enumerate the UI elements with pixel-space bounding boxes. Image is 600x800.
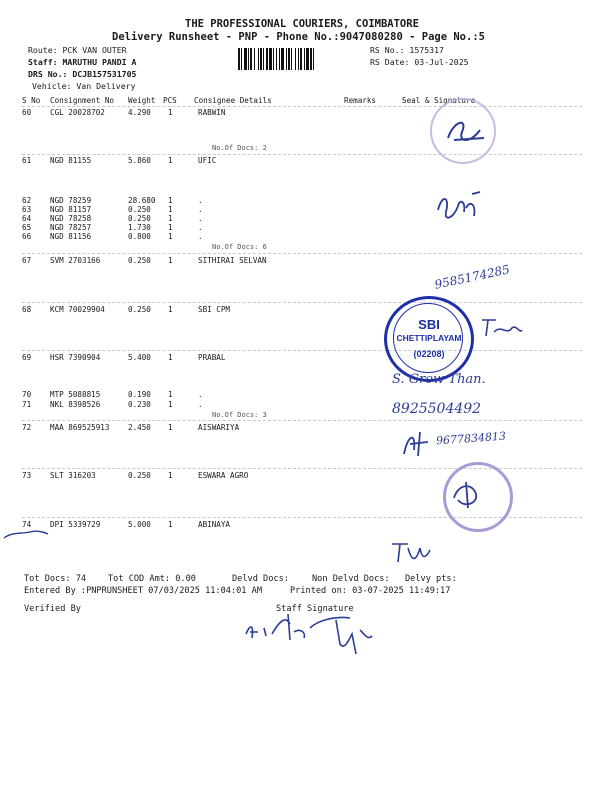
- row-weight: 5.000: [128, 520, 151, 529]
- row-consignment-no: SLT 316203: [50, 471, 96, 480]
- row-consignee: PRABAL: [198, 353, 226, 362]
- handwritten-phone: 9677834813: [435, 429, 507, 448]
- row-consignee: AISWARIYA: [198, 423, 240, 432]
- company-title: THE PROFESSIONAL COURIERS, COIMBATORE: [185, 18, 419, 30]
- staff-signature-label: Staff Signature: [276, 604, 354, 614]
- staff-signature: [240, 610, 400, 656]
- row-consignee: SITHIRAI SELVAN: [198, 256, 267, 265]
- row-consignee: .: [198, 400, 203, 409]
- row-pcs: 1: [168, 223, 173, 232]
- row-pcs: 1: [168, 390, 173, 399]
- separator: [22, 420, 582, 421]
- total-cod-amount: Tot COD Amt: 0.00: [108, 574, 196, 584]
- row-consignment-no: CGL 20028702: [50, 108, 105, 117]
- row-consignee: .: [198, 196, 203, 205]
- staff-label: Staff: MARUTHU PANDI A: [28, 57, 137, 67]
- row-consignment-no: HSR 7390904: [50, 353, 101, 362]
- row-sno: 65: [22, 223, 32, 232]
- handwritten-name: S. Grow Than.: [392, 372, 486, 387]
- group-docs-count: No.Of Docs: 2: [212, 144, 267, 152]
- handwritten-phone: 8925504492: [392, 401, 482, 417]
- row-consignee: .: [198, 223, 203, 232]
- row-consignment-no: NGD 78257: [50, 223, 92, 232]
- row-weight: 0.190: [128, 390, 151, 399]
- row-weight: 4.290: [128, 108, 151, 117]
- total-docs: Tot Docs: 74: [24, 574, 87, 584]
- row-pcs: 1: [168, 108, 173, 117]
- vehicle-label: Vehicle: Van Delivery: [32, 81, 136, 91]
- group-docs-count: No.Of Docs: 3: [212, 411, 267, 419]
- barcode: [238, 48, 363, 70]
- row-sno: 74: [22, 520, 32, 529]
- bank-stamp: [384, 296, 474, 382]
- row-consignee: .: [198, 205, 203, 214]
- row-pcs: 1: [168, 423, 173, 432]
- row-pcs: 1: [168, 305, 173, 314]
- row-consignment-no: NGD 81155: [50, 156, 92, 165]
- verified-by: Verified By: [24, 604, 81, 614]
- signature-scribble: [432, 188, 484, 228]
- row-weight: 0.230: [128, 400, 151, 409]
- separator: [22, 350, 582, 351]
- handwritten-phone: 9585174285: [433, 262, 511, 292]
- separator: [22, 106, 582, 107]
- printed-on: Printed on: 03-07-2025 11:49:17: [290, 586, 451, 596]
- separator: [22, 302, 582, 303]
- row-consignment-no: DPI 5339729: [50, 520, 101, 529]
- row-pcs: 1: [168, 214, 173, 223]
- row-weight: 0.250: [128, 471, 151, 480]
- row-consignment-no: NKL 8398526: [50, 400, 101, 409]
- row-consignment-no: MTP 5088815: [50, 390, 101, 399]
- rs-number: RS No.: 1575317: [370, 45, 444, 55]
- row-weight: 28.680: [128, 196, 156, 205]
- separator: [22, 253, 582, 254]
- row-consignment-no: NGD 81156: [50, 232, 92, 241]
- signature-scribble: [446, 476, 486, 512]
- row-consignee: .: [198, 214, 203, 223]
- stamp-code: (02208): [413, 349, 445, 359]
- row-sno: 60: [22, 108, 32, 117]
- row-sno: 63: [22, 205, 32, 214]
- non-delivered-docs: Non Delvd Docs:: [312, 574, 390, 584]
- signature-scribble: [476, 312, 526, 342]
- row-consignee: .: [198, 232, 203, 241]
- row-consignment-no: MAA 869525913: [50, 423, 110, 432]
- signature-scribble: [398, 428, 436, 460]
- row-weight: 5.860: [128, 156, 151, 165]
- row-weight: 2.450: [128, 423, 151, 432]
- row-sno: 62: [22, 196, 32, 205]
- col-pcs: PCS: [163, 96, 177, 105]
- row-consignee: UFIC: [198, 156, 217, 165]
- row-weight: 0.250: [128, 214, 151, 223]
- row-sno: 66: [22, 232, 32, 241]
- row-pcs: 1: [168, 196, 173, 205]
- stamp-bank-name: SBI: [418, 317, 440, 332]
- row-consignee: .: [198, 390, 203, 399]
- row-sno: 71: [22, 400, 32, 409]
- row-consignee: ESWARA AGRO: [198, 471, 249, 480]
- row-pcs: 1: [168, 232, 173, 241]
- row-consignee: RABWIN: [198, 108, 226, 117]
- row-consignee: SBI CPM: [198, 305, 231, 314]
- pen-mark: [0, 528, 50, 544]
- row-sno: 70: [22, 390, 32, 399]
- entered-by: Entered By :PNPRUNSHEET 07/03/2025 11:04:01 AM: [24, 586, 262, 596]
- row-consignment-no: NGD 78258: [50, 214, 92, 223]
- row-sno: 72: [22, 423, 32, 432]
- group-docs-count: No.Of Docs: 6: [212, 243, 267, 251]
- col-seal-signature: Seal & Signature: [402, 96, 476, 105]
- row-pcs: 1: [168, 400, 173, 409]
- row-weight: 0.250: [128, 205, 151, 214]
- route-label: Route: PCK VAN OUTER: [28, 45, 127, 55]
- row-pcs: 1: [168, 256, 173, 265]
- row-pcs: 1: [168, 353, 173, 362]
- row-consignment-no: NGD 78259: [50, 196, 92, 205]
- row-pcs: 1: [168, 520, 173, 529]
- row-sno: 73: [22, 471, 32, 480]
- col-remarks: Remarks: [344, 96, 377, 105]
- row-sno: 61: [22, 156, 32, 165]
- col-weight: Weight: [128, 96, 156, 105]
- row-weight: 1.730: [128, 223, 151, 232]
- col-sno: S No: [22, 96, 41, 105]
- row-weight: 0.800: [128, 232, 151, 241]
- barcode-bar: [314, 48, 316, 70]
- rs-date: RS Date: 03-Jul-2025: [370, 57, 469, 67]
- row-sno: 67: [22, 256, 32, 265]
- row-consignment-no: KCM 70029904: [50, 305, 105, 314]
- row-sno: 68: [22, 305, 32, 314]
- row-pcs: 1: [168, 471, 173, 480]
- delivery-points: Delvy pts:: [405, 574, 457, 584]
- separator: [22, 154, 582, 155]
- signature-scribble: [386, 536, 438, 566]
- drs-number: DRS No.: DCJB157531705: [28, 69, 137, 79]
- row-pcs: 1: [168, 205, 173, 214]
- row-weight: 5.400: [128, 353, 151, 362]
- row-sno: 64: [22, 214, 32, 223]
- row-consignee: ABINAYA: [198, 520, 231, 529]
- row-consignment-no: NGD 81157: [50, 205, 92, 214]
- col-consignee: Consignee Details: [194, 96, 272, 105]
- runsheet-subtitle: Delivery Runsheet - PNP - Phone No.:9047080280 - Page No.:5: [112, 31, 485, 43]
- delivered-docs: Delvd Docs:: [232, 574, 289, 584]
- row-weight: 0.250: [128, 256, 151, 265]
- col-consignment: Consignment No: [50, 96, 115, 105]
- row-consignment-no: SVM 2703166: [50, 256, 101, 265]
- signature-scribble: [440, 110, 490, 150]
- row-sno: 69: [22, 353, 32, 362]
- row-pcs: 1: [168, 156, 173, 165]
- stamp-branch: CHETTIPLAYAM: [396, 333, 462, 343]
- row-weight: 0.250: [128, 305, 151, 314]
